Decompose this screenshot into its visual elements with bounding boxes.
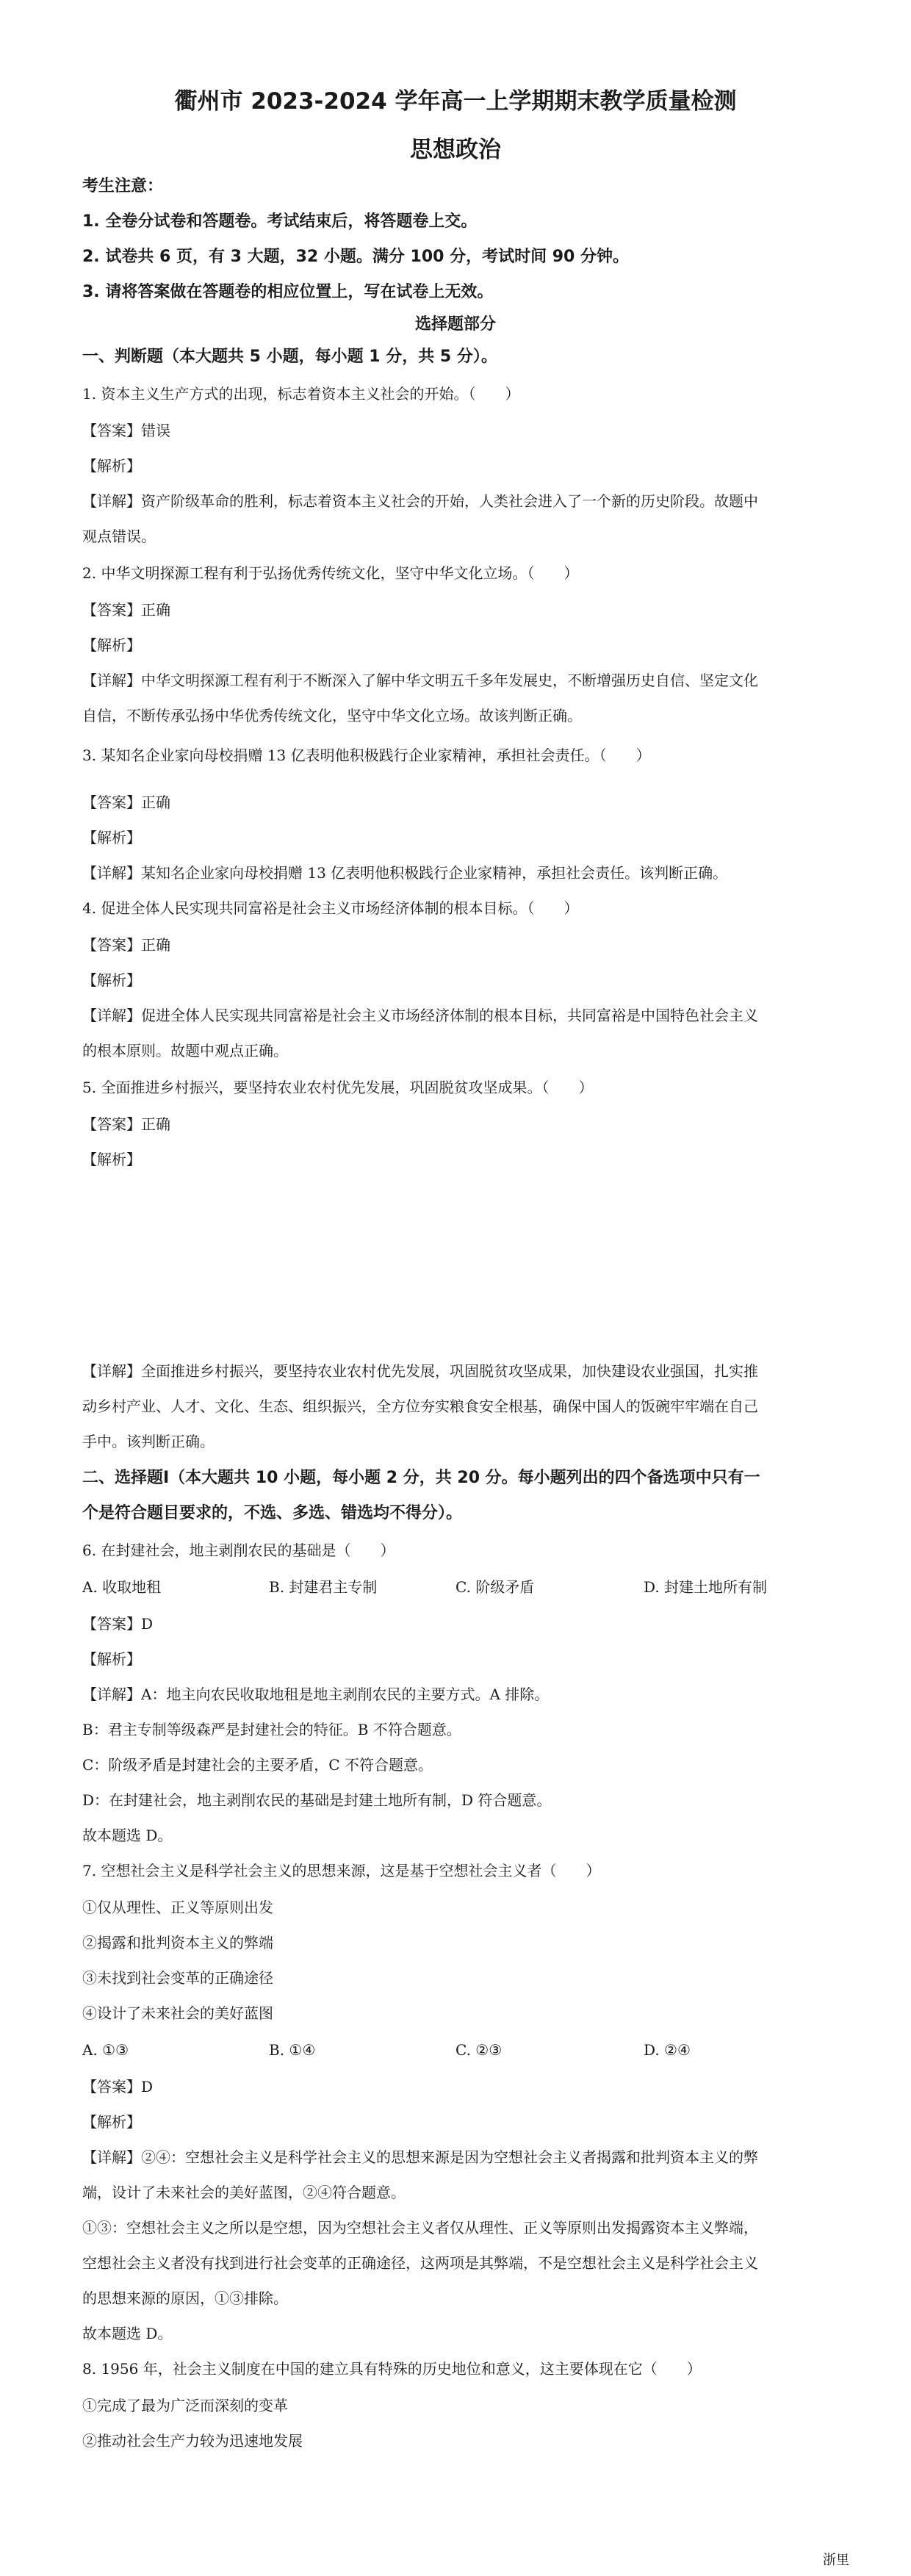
analysis-label: 【解析】 <box>82 1151 141 1168</box>
detail-line: 【详解】中华文明探源工程有利于不断深入了解中华文明五千多年发展史，不断增强历史自信、坚定文化 <box>82 672 758 689</box>
detail-line: 动乡村产业、人才、文化、生态、组织振兴，全方位夯实粮食安全根基，确保中国人的饭碗牢牢端在自己 <box>82 1397 758 1415</box>
detail-line: 自信，不断传承弘扬中华优秀传统文化，坚守中华文化立场。故该判断正确。 <box>82 707 582 724</box>
section-heading: 二、选择题Ⅰ（本大题共 10 小题，每小题 2 分，共 20 分。每小题列出的四个备选项中只有一 <box>82 1469 760 1487</box>
choice-line: ③未找到社会变革的正确途径 <box>82 1969 273 1987</box>
answer-line: 【答案】D <box>82 1615 154 1633</box>
question-stem: 7. 空想社会主义是科学社会主义的思想来源，这是基于空想社会主义者（ ） <box>82 1862 601 1879</box>
answer-line: 【答案】错误 <box>82 422 170 439</box>
detail-line: 【详解】促进全体人民实现共同富裕是社会主义市场经济体制的根本目标，共同富裕是中国特色社会主义 <box>82 1007 758 1024</box>
detail-line: 【详解】全面推进乡村振兴，要坚持农业农村优先发展，巩固脱贫攻坚成果，加快建设农业强国，扎实推 <box>82 1362 758 1380</box>
detail-line: 的根本原则。故题中观点正确。 <box>82 1042 288 1059</box>
answer-line: 【答案】正确 <box>82 1115 170 1133</box>
detail-line: C：阶级矛盾是封建社会的主要矛盾，C 不符合题意。 <box>82 1756 433 1774</box>
detail-line: D：在封建社会，地主剥削农民的基础是封建土地所有制，D 符合题意。 <box>82 1791 552 1809</box>
answer-line: 【答案】正确 <box>82 794 170 811</box>
answer-line: 【答案】正确 <box>82 601 170 619</box>
option-b: B. 封建君主专制 <box>269 1578 378 1596</box>
detail-line: 手中。该判断正确。 <box>82 1433 215 1450</box>
question-stem: 2. 中华文明探源工程有利于弘扬优秀传统文化，坚守中华文化立场。（ ） <box>82 564 579 582</box>
option-a: A. 收取地租 <box>82 1578 162 1596</box>
option-b: B. ①④ <box>269 2041 316 2059</box>
detail-line: 【详解】②④：空想社会主义是科学社会主义的思想来源是因为空想社会主义者揭露和批判资本主义的弊 <box>82 2148 758 2166</box>
answer-line: 【答案】正确 <box>82 936 170 954</box>
notice-item: 2. 试卷共 6 页，有 3 大题，32 小题。满分 100 分，考试时间 90 分钟。 <box>82 248 630 266</box>
option-d: D. 封建土地所有制 <box>644 1578 768 1596</box>
question-stem: 4. 促进全体人民实现共同富裕是社会主义市场经济体制的根本目标。（ ） <box>82 899 579 917</box>
detail-line: 【详解】资产阶级革命的胜利，标志着资本主义社会的开始，人类社会进入了一个新的历史阶段。故题中 <box>82 492 758 510</box>
question-stem: 6. 在封建社会，地主剥削农民的基础是（ ） <box>82 1541 395 1559</box>
question-stem: 5. 全面推进乡村振兴，要坚持农业农村优先发展，巩固脱贫攻坚成果。（ ） <box>82 1079 594 1096</box>
detail-line: 【详解】某知名企业家向母校捐赠 13 亿表明他积极践行企业家精神，承担社会责任。该判断正确。 <box>82 864 728 882</box>
analysis-label: 【解析】 <box>82 971 141 989</box>
notice-item: 3. 请将答案做在答题卷的相应位置上，写在试卷上无效。 <box>82 283 494 301</box>
analysis-label: 【解析】 <box>82 457 141 475</box>
option-c: C. 阶级矛盾 <box>455 1578 535 1596</box>
section-heading: 个是符合题目要求的，不选、多选、错选均不得分）。 <box>82 1504 463 1522</box>
question-stem: 3. 某知名企业家向母校捐赠 13 亿表明他积极践行企业家精神，承担社会责任。（ ） <box>82 746 651 764</box>
corner-mark: 浙里 <box>823 2552 849 2568</box>
detail-line: 故本题选 D。 <box>82 1827 173 1844</box>
exam-subject: 思想政治 <box>410 137 501 163</box>
detail-line: 空想社会主义者没有找到进行社会变革的正确途径，这两项是其弊端，不是空想社会主义是科学社会主义 <box>82 2254 758 2272</box>
analysis-label: 【解析】 <box>82 829 141 846</box>
detail-line: B：君主专制等级森严是封建社会的特征。B 不符合题意。 <box>82 1721 461 1738</box>
choice-line: ④设计了未来社会的美好蓝图 <box>82 2004 273 2022</box>
part-title: 选择题部分 <box>414 315 496 334</box>
question-stem: 1. 资本主义生产方式的出现，标志着资本主义社会的开始。（ ） <box>82 385 520 403</box>
detail-line: 的思想来源的原因，①③排除。 <box>82 2289 288 2307</box>
exam-title: 衢州市 2023-2024 学年高一上学期期末教学质量检测 <box>174 88 737 115</box>
section-heading: 一、判断题（本大题共 5 小题，每小题 1 分，共 5 分）。 <box>82 348 497 366</box>
option-a: A. ①③ <box>82 2041 129 2059</box>
choice-line: ①仅从理性、正义等原则出发 <box>82 1899 273 1916</box>
detail-line: 故本题选 D。 <box>82 2325 173 2342</box>
analysis-label: 【解析】 <box>82 2113 141 2131</box>
choice-line: ①完成了最为广泛而深刻的变革 <box>82 2397 288 2414</box>
notice-heading: 考生注意： <box>82 177 164 195</box>
option-c: C. ②③ <box>455 2041 503 2059</box>
option-d: D. ②④ <box>644 2041 691 2059</box>
choice-line: ②推动社会生产力较为迅速地发展 <box>82 2432 303 2450</box>
detail-line: ①③：空想社会主义之所以是空想，因为空想社会主义者仅从理性、正义等原则出发揭露资本主义弊端， <box>82 2219 758 2237</box>
question-stem: 8. 1956 年，社会主义制度在中国的建立具有特殊的历史地位和意义，这主要体现在它（ ） <box>82 2360 702 2378</box>
analysis-label: 【解析】 <box>82 1650 141 1668</box>
choice-line: ②揭露和批判资本主义的弊端 <box>82 1934 273 1951</box>
analysis-label: 【解析】 <box>82 636 141 654</box>
detail-line: 观点错误。 <box>82 528 156 545</box>
detail-line: 【详解】A：地主向农民收取地租是地主剥削农民的主要方式。A 排除。 <box>82 1685 550 1703</box>
notice-item: 1. 全卷分试卷和答题卷。考试结束后，将答题卷上交。 <box>82 212 478 231</box>
detail-line: 端，设计了未来社会的美好蓝图，②④符合题意。 <box>82 2184 406 2201</box>
answer-line: 【答案】D <box>82 2078 154 2095</box>
